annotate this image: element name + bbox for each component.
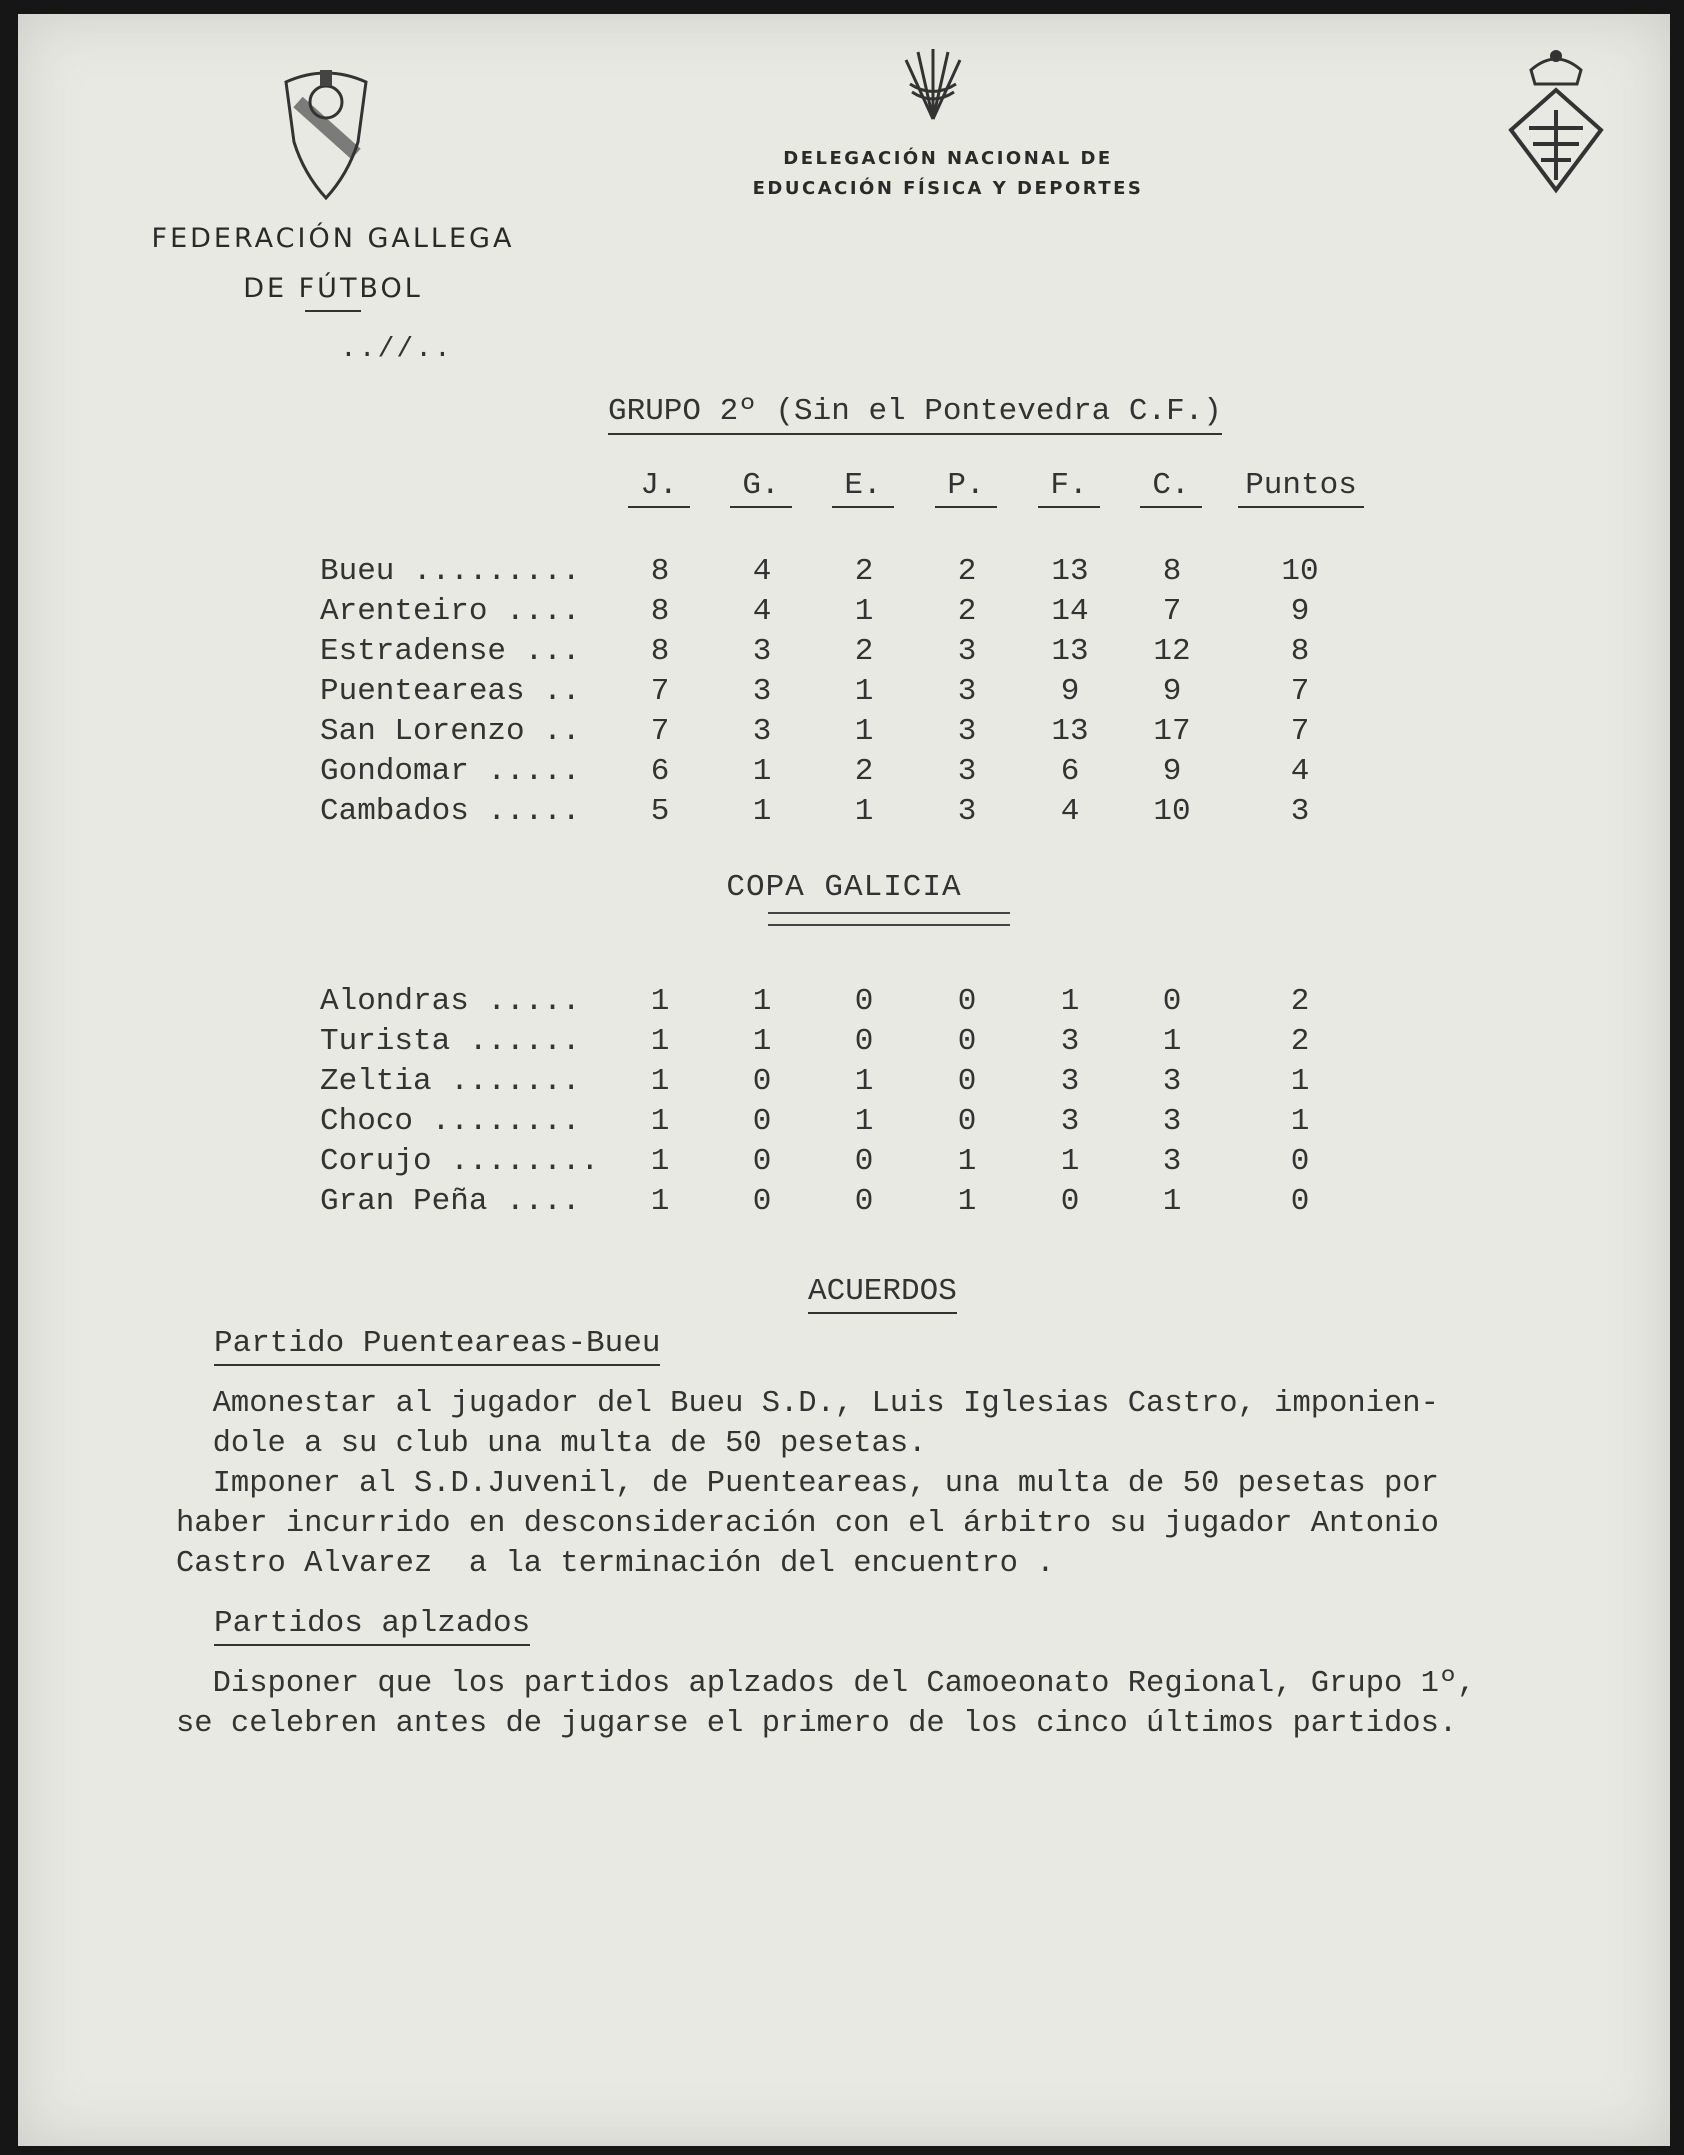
section-1-line-4: haber incurrido en desconsideración con el árbitro su jugador Antonio — [176, 1507, 1439, 1541]
stat-cell: 1 — [752, 1024, 772, 1059]
team-name: San Lorenzo .. — [320, 714, 581, 749]
stat-cell: 3 — [1162, 1064, 1182, 1099]
stat-cell: 2 — [854, 554, 874, 589]
stat-cell: 0 — [957, 1024, 977, 1059]
stat-cell: 8 — [650, 634, 670, 669]
team-name: Gondomar ..... — [320, 754, 581, 789]
stat-cell: 0 — [752, 1144, 772, 1179]
stat-cell: 5 — [650, 794, 670, 829]
stat-cell: 1 — [752, 984, 772, 1019]
federation-line-2: DE FÚTBOL — [243, 273, 423, 304]
team-name: Choco ........ — [320, 1104, 581, 1139]
team-name: Zeltia ....... — [320, 1064, 581, 1099]
stat-cell: 0 — [957, 1104, 977, 1139]
stat-cell: 3 — [752, 634, 772, 669]
stat-cell: 2 — [1290, 1024, 1310, 1059]
spanish-federation-crest-icon — [1501, 40, 1611, 200]
stat-cell: 12 — [1153, 634, 1191, 669]
stat-cell: 4 — [752, 594, 772, 629]
column-header-f: F. — [1038, 466, 1100, 508]
stat-cell: 3 — [1162, 1144, 1182, 1179]
stat-cell: 1 — [957, 1184, 977, 1219]
stat-cell: 1 — [854, 594, 874, 629]
stat-cell: 3 — [1060, 1064, 1080, 1099]
stat-cell: 9 — [1290, 594, 1310, 629]
stat-cell: 0 — [752, 1104, 772, 1139]
stat-cell: 3 — [957, 714, 977, 749]
stat-cell: 0 — [854, 1184, 874, 1219]
stat-cell: 1 — [650, 1184, 670, 1219]
stat-cell: 0 — [957, 1064, 977, 1099]
stat-cell: 4 — [1290, 754, 1310, 789]
stat-cell: 8 — [650, 594, 670, 629]
column-header-p: P. — [935, 466, 997, 508]
stat-cell: 1 — [1162, 1024, 1182, 1059]
acuerdos-title: ACUERDOS — [808, 1272, 957, 1314]
copa-title-double-rule — [768, 912, 1010, 926]
stat-cell: 0 — [957, 984, 977, 1019]
stat-cell: 1 — [1060, 1144, 1080, 1179]
page-continuation-mark: ..//.. — [340, 334, 453, 365]
stat-cell: 0 — [1060, 1184, 1080, 1219]
stat-cell: 7 — [1162, 594, 1182, 629]
stat-cell: 1 — [1290, 1104, 1310, 1139]
stat-cell: 8 — [1162, 554, 1182, 589]
column-header-e: E. — [832, 466, 894, 508]
stat-cell: 6 — [1060, 754, 1080, 789]
stat-cell: 1 — [957, 1144, 977, 1179]
stat-cell: 3 — [1290, 794, 1310, 829]
stat-cell: 6 — [650, 754, 670, 789]
yoke-arrows-emblem-icon — [898, 44, 968, 124]
stat-cell: 1 — [650, 984, 670, 1019]
stat-cell: 1 — [752, 754, 772, 789]
stat-cell: 1 — [1060, 984, 1080, 1019]
stat-cell: 0 — [752, 1064, 772, 1099]
section-2-line-2: se celebren antes de jugarse el primero de los cinco últimos partidos. — [176, 1707, 1458, 1741]
stat-cell: 3 — [957, 794, 977, 829]
stat-cell: 4 — [1060, 794, 1080, 829]
stat-cell: 7 — [1290, 714, 1310, 749]
stat-cell: 1 — [650, 1024, 670, 1059]
section-1-line-1: Amonestar al jugador del Bueu S.D., Luis Iglesias Castro, imponien- — [176, 1387, 1439, 1421]
delegation-name — [718, 144, 1178, 204]
stat-cell: 0 — [1290, 1144, 1310, 1179]
team-name: Estradense ... — [320, 634, 581, 669]
stat-cell: 3 — [1162, 1104, 1182, 1139]
stat-cell: 0 — [854, 984, 874, 1019]
column-header-puntos: Puntos — [1238, 466, 1364, 508]
section-1-line-3: Imponer al S.D.Juvenil, de Puenteareas, una multa de 50 pesetas por — [176, 1467, 1439, 1501]
stat-cell: 0 — [1162, 984, 1182, 1019]
stat-cell: 1 — [854, 1064, 874, 1099]
stat-cell: 8 — [650, 554, 670, 589]
stat-cell: 2 — [1290, 984, 1310, 1019]
team-name: Puenteareas .. — [320, 674, 581, 709]
team-name: Turista ...... — [320, 1024, 581, 1059]
federation-crest-icon — [278, 62, 374, 202]
stat-cell: 13 — [1051, 634, 1089, 669]
stat-cell: 1 — [854, 674, 874, 709]
stat-cell: 9 — [1060, 674, 1080, 709]
section-1-title: Partido Puenteareas-Bueu — [214, 1324, 660, 1366]
stat-cell: 3 — [1060, 1104, 1080, 1139]
stat-cell: 9 — [1162, 754, 1182, 789]
group-title: GRUPO 2º (Sin el Pontevedra C.F.) — [608, 394, 1222, 435]
stat-cell: 1 — [854, 1104, 874, 1139]
stat-cell: 1 — [1290, 1064, 1310, 1099]
section-1-line-2: dole a su club una multa de 50 pesetas. — [176, 1427, 927, 1461]
stat-cell: 4 — [752, 554, 772, 589]
stat-cell: 7 — [650, 674, 670, 709]
stat-cell: 17 — [1153, 714, 1191, 749]
stat-cell: 2 — [854, 754, 874, 789]
column-header-g: G. — [730, 466, 792, 508]
column-header-c: C. — [1140, 466, 1202, 508]
stat-cell: 0 — [854, 1024, 874, 1059]
stat-cell: 13 — [1051, 554, 1089, 589]
team-name: Arenteiro .... — [320, 594, 581, 629]
stat-cell: 3 — [957, 634, 977, 669]
delegation-line-2: EDUCACIÓN FÍSICA Y DEPORTES — [752, 178, 1144, 199]
stat-cell: 1 — [854, 794, 874, 829]
stat-cell: 0 — [854, 1144, 874, 1179]
stat-cell: 0 — [1290, 1184, 1310, 1219]
stat-cell: 10 — [1281, 554, 1319, 589]
section-2-line-1: Disponer que los partidos aplzados del Camoeonato Regional, Grupo 1º, — [176, 1667, 1476, 1701]
stat-cell: 1 — [1162, 1184, 1182, 1219]
team-name: Bueu ......... — [320, 554, 581, 589]
stat-cell: 1 — [650, 1144, 670, 1179]
stat-cell: 3 — [957, 674, 977, 709]
stat-cell: 3 — [752, 714, 772, 749]
team-name: Gran Peña .... — [320, 1184, 581, 1219]
stat-cell: 3 — [957, 754, 977, 789]
copa-galicia-title: COPA GALICIA — [726, 870, 962, 905]
team-name: Corujo ........ — [320, 1144, 600, 1179]
stat-cell: 0 — [752, 1184, 772, 1219]
section-1-line-5: Castro Alvarez a la terminación del encuentro . — [176, 1547, 1055, 1581]
federation-name — [108, 214, 558, 312]
stat-cell: 2 — [854, 634, 874, 669]
stat-cell: 1 — [854, 714, 874, 749]
stat-cell: 8 — [1290, 634, 1310, 669]
team-name: Cambados ..... — [320, 794, 581, 829]
team-name: Alondras ..... — [320, 984, 581, 1019]
column-header-j: J. — [628, 466, 690, 508]
stat-cell: 1 — [650, 1104, 670, 1139]
stat-cell: 3 — [752, 674, 772, 709]
federation-line-1: FEDERACIÓN GALLEGA — [151, 223, 515, 254]
stat-cell: 13 — [1051, 714, 1089, 749]
stat-cell: 14 — [1051, 594, 1089, 629]
stat-cell: 1 — [752, 794, 772, 829]
stat-cell: 3 — [1060, 1024, 1080, 1059]
delegation-line-1: DELEGACIÓN NACIONAL DE — [783, 148, 1113, 169]
stat-cell: 1 — [650, 1064, 670, 1099]
stat-cell: 9 — [1162, 674, 1182, 709]
stat-cell: 10 — [1153, 794, 1191, 829]
document-page — [18, 14, 1670, 2146]
stat-cell: 2 — [957, 594, 977, 629]
stat-cell: 7 — [650, 714, 670, 749]
stat-cell: 7 — [1290, 674, 1310, 709]
section-2-title: Partidos aplzados — [214, 1604, 530, 1646]
stat-cell: 2 — [957, 554, 977, 589]
